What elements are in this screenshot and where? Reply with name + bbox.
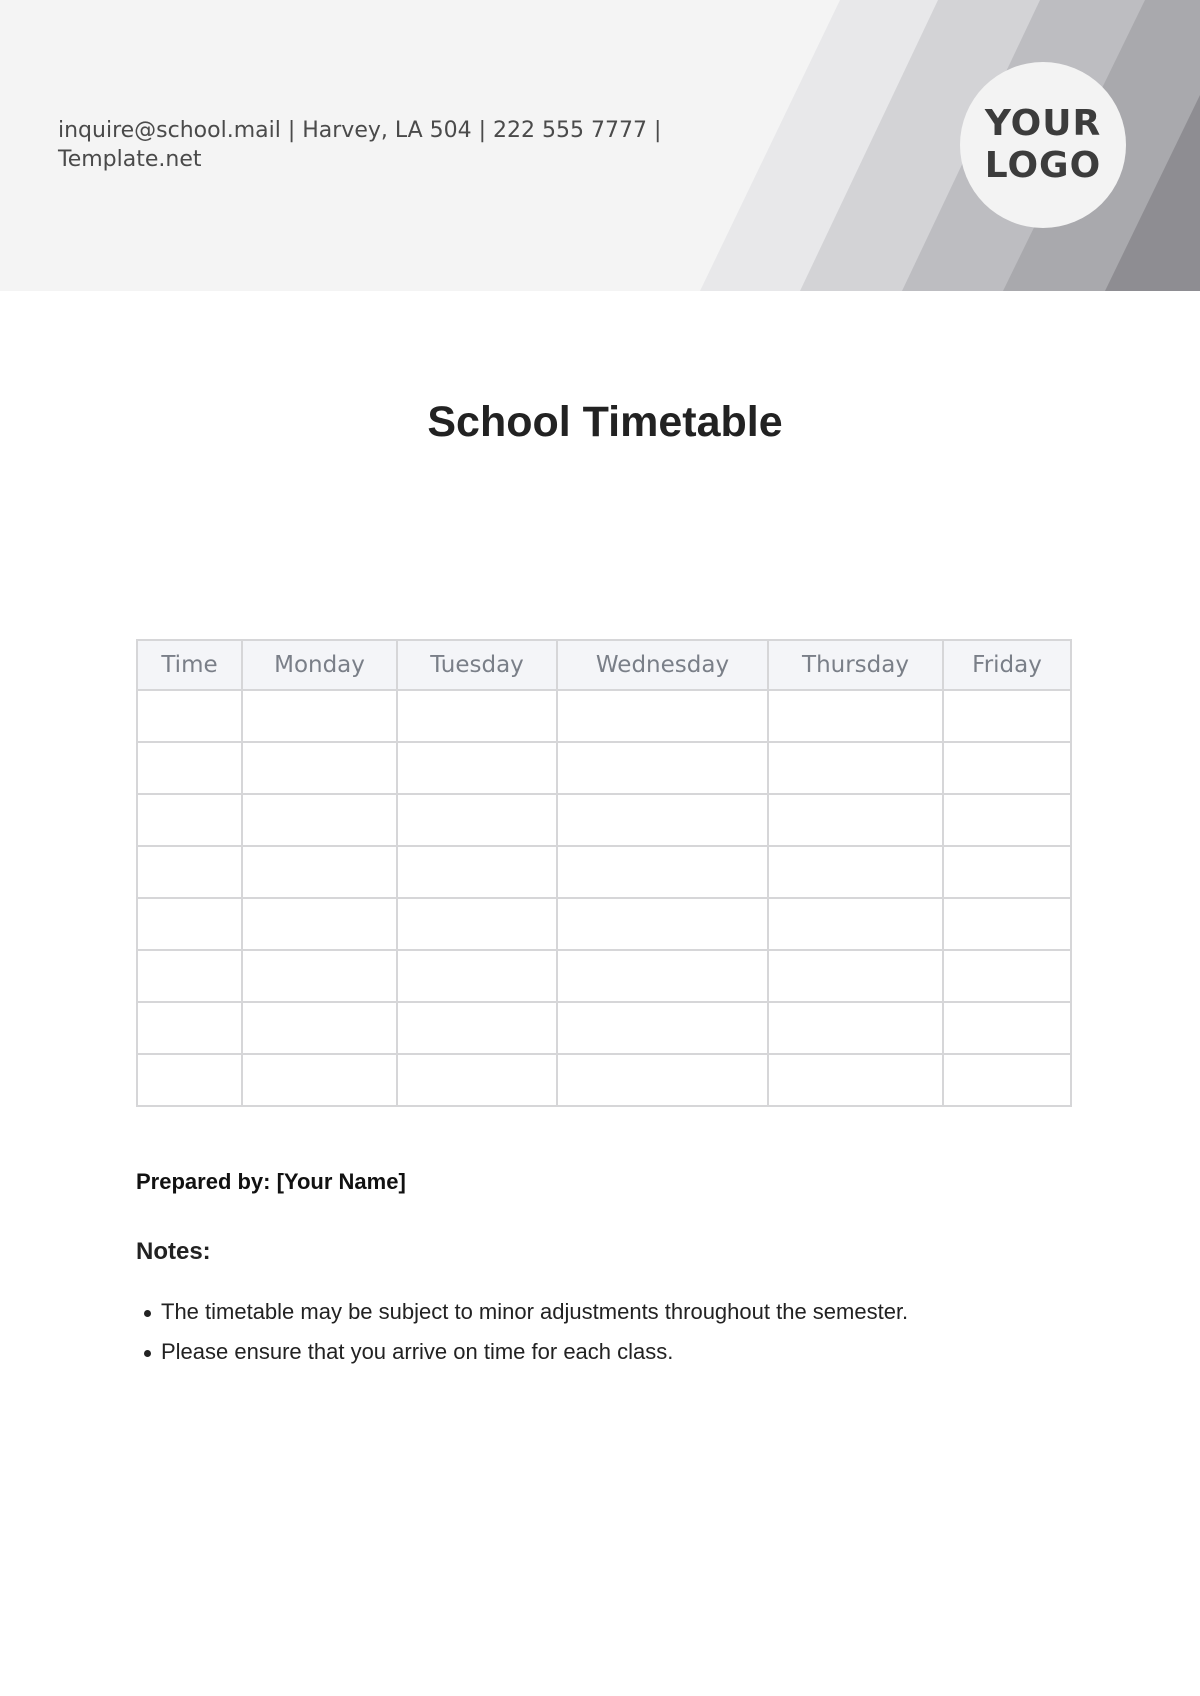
timetable: [136, 639, 1072, 1107]
table-cell: [943, 1002, 1071, 1054]
column-header-time: Time: [137, 640, 242, 690]
table-cell: [768, 690, 943, 742]
table-cell: [397, 898, 557, 950]
table-cell: [242, 950, 397, 1002]
logo-line-2: LOGO: [984, 145, 1102, 186]
table-cell: [242, 1002, 397, 1054]
notes-list: [136, 1292, 908, 1372]
table-cell: [397, 1002, 557, 1054]
table-cell: [137, 794, 242, 846]
table-cell: [768, 742, 943, 794]
table-cell: [768, 1002, 943, 1054]
table-cell: [557, 846, 768, 898]
timetable-header-row: [137, 640, 1071, 690]
table-cell: [242, 794, 397, 846]
table-cell: [397, 690, 557, 742]
prepared-by: Prepared by: [Your Name]: [136, 1169, 406, 1194]
table-row: [137, 950, 1071, 1002]
table-cell: [557, 1002, 768, 1054]
column-header-thursday: Thursday: [768, 640, 943, 690]
table-cell: [137, 1002, 242, 1054]
note-item: Please ensure that you arrive on time for each class.: [136, 1332, 908, 1372]
table-row: [137, 690, 1071, 742]
logo-line-1: YOUR: [984, 103, 1102, 144]
column-header-monday: Monday: [242, 640, 397, 690]
table-cell: [943, 794, 1071, 846]
page-title: School Timetable: [427, 398, 783, 446]
timetable-body: [137, 690, 1071, 1106]
table-cell: [943, 898, 1071, 950]
table-row: [137, 1002, 1071, 1054]
table-cell: [768, 846, 943, 898]
table-cell: [242, 898, 397, 950]
table-cell: [943, 742, 1071, 794]
table-cell: [137, 898, 242, 950]
table-cell: [557, 690, 768, 742]
contact-line-2: Template.net: [58, 147, 202, 172]
table-row: [137, 846, 1071, 898]
note-item: The timetable may be subject to minor adjustments throughout the semester.: [136, 1292, 908, 1332]
contact-info: [58, 116, 678, 174]
notes-heading: Notes:: [136, 1238, 211, 1265]
table-cell: [557, 898, 768, 950]
table-cell: [943, 690, 1071, 742]
table-cell: [943, 1054, 1071, 1106]
table-row: [137, 742, 1071, 794]
table-cell: [242, 846, 397, 898]
logo-placeholder: [960, 62, 1126, 228]
table-cell: [397, 950, 557, 1002]
table-cell: [768, 1054, 943, 1106]
table-cell: [557, 794, 768, 846]
table-cell: [242, 690, 397, 742]
column-header-wednesday: Wednesday: [557, 640, 768, 690]
table-cell: [768, 794, 943, 846]
table-cell: [943, 846, 1071, 898]
letterhead: [0, 0, 1200, 291]
table-cell: [397, 846, 557, 898]
table-cell: [137, 742, 242, 794]
table-cell: [242, 1054, 397, 1106]
table-cell: [557, 950, 768, 1002]
table-cell: [137, 690, 242, 742]
table-cell: [768, 950, 943, 1002]
table-row: [137, 1054, 1071, 1106]
column-header-tuesday: Tuesday: [397, 640, 557, 690]
table-cell: [943, 950, 1071, 1002]
contact-line-1: inquire@school.mail | Harvey, LA 504 | 222 555 7777 |: [58, 118, 662, 143]
table-cell: [397, 1054, 557, 1106]
table-cell: [137, 846, 242, 898]
table-row: [137, 794, 1071, 846]
table-cell: [557, 742, 768, 794]
table-cell: [557, 1054, 768, 1106]
table-cell: [768, 898, 943, 950]
table-row: [137, 898, 1071, 950]
table-cell: [137, 950, 242, 1002]
table-cell: [242, 742, 397, 794]
table-cell: [397, 794, 557, 846]
table-cell: [137, 1054, 242, 1106]
table-cell: [397, 742, 557, 794]
column-header-friday: Friday: [943, 640, 1071, 690]
